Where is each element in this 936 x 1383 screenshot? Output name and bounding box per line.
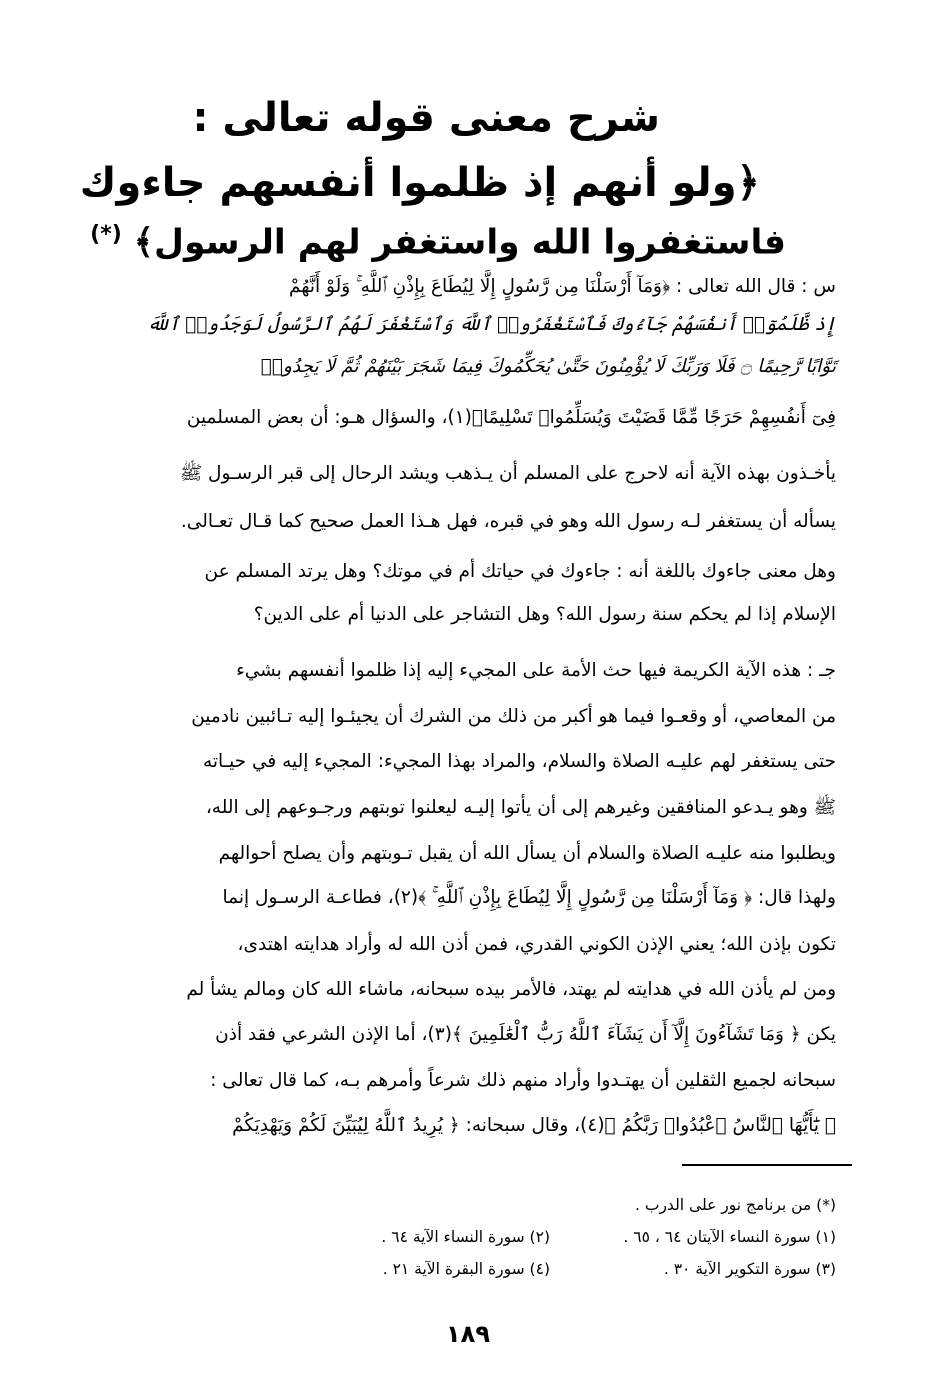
body-line: إِذ ظَّلَمُوٓا۟ أَنفُسَهُمْ جَآءُوكَ فَٱسْتَغْفَرُوا۟ ٱللَّهَ وَٱسْتَغْفَرَ لَهُمُ ٱلرَّسُولُ لَوَجَدُوا۟ ٱللَّهَ <box>146 314 836 335</box>
body-line: سبحانه لجميع الثقلين أن يهتـدوا وأراد منهم ذلك شرعاً وأمرهم بـه، كما قال تعالى : <box>210 1070 836 1091</box>
body-line: من المعاصي، أو وقعـوا فيما هو أكبر من ذلك من الشرك أن يجيئـوا إليه تـائبين نادمين <box>191 706 836 727</box>
body-line: يأخـذون بهذه الآية أنه لاحرج على المسلم أن يـذهب ويشد الرحال إلى قبر الرسـول ﷺ <box>179 463 836 484</box>
body-line: ﷺ وهو يـدعو المنافقين وغيرهم إلى أن يأتوا إليـه ليعلنوا توبتهم ورجـوعهم إلى الله، <box>205 797 836 818</box>
heading-line-3 <box>90 222 786 263</box>
body-line: فِىٓ أَنفُسِهِمْ حَرَجًا مِّمَّا قَضَيْتَ وَيُسَلِّمُوا۟ تَسْلِيمًا﴾(١)، والسؤال هـو: أن بعض المسلمين <box>186 407 836 428</box>
heading-line-3-text: فاستغفروا الله واستغفر لهم الرسول﴾ <box>133 222 786 263</box>
body-line: يكن ﴿ وَمَا تَشَآءُونَ إِلَّآ أَن يَشَآءَ ٱللَّهُ رَبُّ ٱلْعَٰلَمِينَ ﴾(٣)، أما الإذن الشرعي فقد أذن <box>215 1024 836 1045</box>
footnote-2: (٢) سورة النساء الآية ٦٤ . <box>381 1228 550 1246</box>
footnote-1: (١) سورة النساء الآيتان ٦٤ ، ٦٥ . <box>623 1228 836 1246</box>
footnote-4: (٤) سورة البقرة الآية ٢١ . <box>382 1260 550 1278</box>
page-number: ١٨٩ <box>446 1320 490 1348</box>
heading-footnote-marker: (*) <box>90 222 122 247</box>
body-line: ﴿ يَٰٓأَيُّهَا ٱلنَّاسُ ٱعْبُدُوا۟ رَبَّكُمُ ﴾(٤)، وقال سبحانه: ﴿ يُرِيدُ ٱللَّهُ لِيُبَيِّنَ لَكُمْ وَيَهْدِيَكُمْ <box>232 1115 836 1136</box>
body-line: تكون بإذن الله؛ يعني الإذن الكوني القدري، فمن أذن الله له وأراد هدايته اهتدى، <box>237 934 836 955</box>
body-line: حتى يستغفر لهم عليـه الصلاة والسلام، والمراد بهذا المجيء: المجيء إليه في حيـاته <box>202 751 836 772</box>
heading-line-1: شرح معنى قوله تعالى : <box>192 95 660 141</box>
footnote-divider <box>682 1164 852 1166</box>
footnote-3: (٣) سورة التكوير الآية ٣٠ . <box>663 1260 836 1278</box>
body-line: ويطلبوا منه عليـه الصلاة والسلام أن يسأل الله أن يقبل تـوبتهم وأن يصلح أحوالهم <box>218 843 836 864</box>
heading-line-2: ﴿ولو أنهم إذ ظلموا أنفسهم جاءوك <box>79 160 760 206</box>
body-line: وهل معنى جاءوك باللغة أنه : جاءوك في حياتك أم في موتك؟ وهل يرتد المسلم عن <box>204 561 836 582</box>
body-line: جـ : هذه الآية الكريمة فيها حث الأمة على المجيء إليه إذا ظلموا أنفسهم بشيء <box>236 660 836 681</box>
body-line: ولهذا قال: ﴿ وَمَآ أَرْسَلْنَا مِن رَّسُولٍ إِلَّا لِيُطَاعَ بِإِذْنِ ٱللَّهِ ۚ ﴾(٢)، فطاعـة الرسـول إنما <box>222 887 836 908</box>
body-line: س : قال الله تعالى : ﴿وَمَآ أَرْسَلْنَا مِن رَّسُولٍ إِلَّا لِيُطَاعَ بِإِذْنِ ٱللَّهِ ۚ وَلَوْ أَنَّهُمْ <box>289 276 836 297</box>
body-line: الإسلام إذا لم يحكم سنة رسول الله؟ وهل التشاجر على الدنيا أم على الدين؟ <box>253 604 836 625</box>
body-line: يسأله أن يستغفر لـه رسول الله وهو في قبره، فهل هـذا العمل صحيح كما قـال تعـالى. <box>180 511 836 532</box>
body-line: تَوَّابًا رَّحِيمًا ۝ فَلَا وَرَبِّكَ لَا يُؤْمِنُونَ حَتَّىٰ يُحَكِّمُوكَ فِيمَا شَجَرَ بَيْنَهُمْ ثُمَّ لَا يَجِدُوا۟ <box>260 356 836 377</box>
footnote-star: (*) من برنامج نور على الدرب . <box>635 1196 836 1214</box>
body-line: ومن لم يأذن الله في هدايته لم يهتد، فالأمر بيده سبحانه، ماشاء الله كان ومالم يشأ لم <box>186 979 836 1000</box>
